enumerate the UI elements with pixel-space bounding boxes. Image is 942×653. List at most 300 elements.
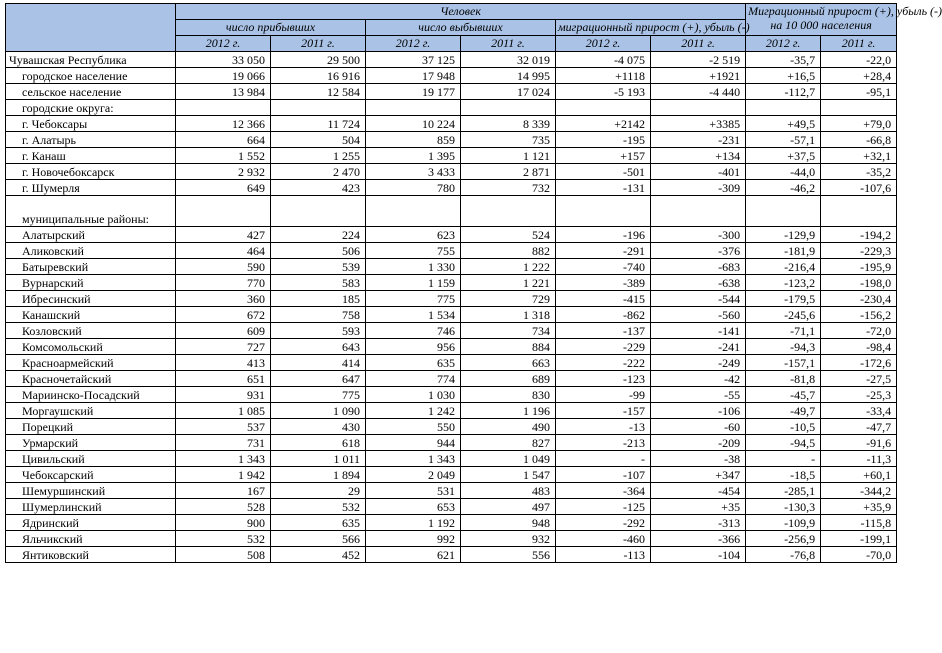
table-cell: 8 339 bbox=[461, 116, 556, 132]
table-cell: -364 bbox=[556, 483, 651, 499]
table-cell: -300 bbox=[651, 227, 746, 243]
table-cell bbox=[821, 196, 897, 227]
table-cell: 1 395 bbox=[366, 148, 461, 164]
header-departed: число выбывших bbox=[366, 20, 556, 36]
table-cell: -213 bbox=[556, 435, 651, 451]
table-row bbox=[6, 451, 897, 467]
table-cell: 1 192 bbox=[366, 515, 461, 531]
table-cell: -309 bbox=[651, 180, 746, 196]
migration-table bbox=[5, 3, 942, 563]
table-cell: 618 bbox=[271, 435, 366, 451]
header-year-2011: 2011 г. bbox=[461, 36, 556, 52]
table-cell: -344,2 bbox=[821, 483, 897, 499]
table-cell: -104 bbox=[651, 547, 746, 563]
table-cell: -376 bbox=[651, 243, 746, 259]
table-row bbox=[6, 84, 897, 100]
table-cell: 775 bbox=[366, 291, 461, 307]
table-cell: 37 125 bbox=[366, 52, 461, 68]
table-cell: -156,2 bbox=[821, 307, 897, 323]
table-cell: 583 bbox=[271, 275, 366, 291]
table-cell: -45,7 bbox=[746, 387, 821, 403]
table-cell: 539 bbox=[271, 259, 366, 275]
table-cell: 1 318 bbox=[461, 307, 556, 323]
table-cell: 944 bbox=[366, 435, 461, 451]
table-cell: 452 bbox=[271, 547, 366, 563]
table-cell: -38 bbox=[651, 451, 746, 467]
table-cell: -72,0 bbox=[821, 323, 897, 339]
table-cell: -196 bbox=[556, 227, 651, 243]
row-label: Урмарский bbox=[6, 435, 176, 451]
table-cell: -123 bbox=[556, 371, 651, 387]
table-cell: 931 bbox=[176, 387, 271, 403]
table-cell: +157 bbox=[556, 148, 651, 164]
row-label: Порецкий bbox=[6, 419, 176, 435]
table-cell: +1118 bbox=[556, 68, 651, 84]
table-cell: 19 066 bbox=[176, 68, 271, 84]
table-cell: 1 534 bbox=[366, 307, 461, 323]
table-row bbox=[6, 243, 897, 259]
row-label: г. Чебоксары bbox=[6, 116, 176, 132]
table-cell: -415 bbox=[556, 291, 651, 307]
table-cell: -94,5 bbox=[746, 435, 821, 451]
row-label: Чебоксарский bbox=[6, 467, 176, 483]
table-cell: 414 bbox=[271, 355, 366, 371]
table-cell: -157,1 bbox=[746, 355, 821, 371]
table-cell: 732 bbox=[461, 180, 556, 196]
table-cell: 528 bbox=[176, 499, 271, 515]
table-cell: 12 584 bbox=[271, 84, 366, 100]
table-row bbox=[6, 547, 897, 563]
table-cell: 490 bbox=[461, 419, 556, 435]
table-cell: 647 bbox=[271, 371, 366, 387]
table-cell: -71,1 bbox=[746, 323, 821, 339]
table-cell: 531 bbox=[366, 483, 461, 499]
header-per-10000 bbox=[746, 4, 942, 36]
table-cell: 1 330 bbox=[366, 259, 461, 275]
table-cell: -181,9 bbox=[746, 243, 821, 259]
table-row bbox=[6, 371, 897, 387]
table-cell: 1 030 bbox=[366, 387, 461, 403]
table-cell: -4 075 bbox=[556, 52, 651, 68]
table-cell bbox=[651, 196, 746, 227]
table-cell: +79,0 bbox=[821, 116, 897, 132]
table-cell: 1 343 bbox=[176, 451, 271, 467]
table-cell: 1 242 bbox=[366, 403, 461, 419]
table-cell: -18,5 bbox=[746, 467, 821, 483]
table-cell: 729 bbox=[461, 291, 556, 307]
table-cell: -49,7 bbox=[746, 403, 821, 419]
table-cell: 1 255 bbox=[271, 148, 366, 164]
row-label: Яльчикский bbox=[6, 531, 176, 547]
table-row bbox=[6, 483, 897, 499]
table-cell: 734 bbox=[461, 323, 556, 339]
table-cell: 755 bbox=[366, 243, 461, 259]
table-cell: 29 bbox=[271, 483, 366, 499]
table-row bbox=[6, 180, 897, 196]
table-cell: 1 085 bbox=[176, 403, 271, 419]
table-cell: -125 bbox=[556, 499, 651, 515]
header-year-2011: 2011 г. bbox=[651, 36, 746, 52]
table-cell: 33 050 bbox=[176, 52, 271, 68]
table-cell: -112,7 bbox=[746, 84, 821, 100]
table-cell bbox=[461, 100, 556, 116]
table-header bbox=[6, 4, 942, 52]
table-cell bbox=[461, 196, 556, 227]
table-cell: 1 547 bbox=[461, 467, 556, 483]
table-cell: -35,2 bbox=[821, 164, 897, 180]
table-cell bbox=[271, 100, 366, 116]
table-cell: -194,2 bbox=[821, 227, 897, 243]
table-cell: -33,4 bbox=[821, 403, 897, 419]
table-row bbox=[6, 387, 897, 403]
row-label: г. Новочебоксарск bbox=[6, 164, 176, 180]
header-blank-cell bbox=[6, 4, 176, 52]
table-cell: -285,1 bbox=[746, 483, 821, 499]
table-cell: 1 049 bbox=[461, 451, 556, 467]
table-cell bbox=[746, 196, 821, 227]
table-cell: -46,2 bbox=[746, 180, 821, 196]
table-row bbox=[6, 259, 897, 275]
table-cell: 1 090 bbox=[271, 403, 366, 419]
table-cell: -98,4 bbox=[821, 339, 897, 355]
table-cell: +32,1 bbox=[821, 148, 897, 164]
table-cell: +2142 bbox=[556, 116, 651, 132]
table-cell: -195,9 bbox=[821, 259, 897, 275]
table-cell: +60,1 bbox=[821, 467, 897, 483]
table-row bbox=[6, 68, 897, 84]
table-row bbox=[6, 323, 897, 339]
table-cell: -57,1 bbox=[746, 132, 821, 148]
table-cell: -141 bbox=[651, 323, 746, 339]
table-cell: 735 bbox=[461, 132, 556, 148]
header-per-10000-line2: на 10 000 населения bbox=[770, 18, 872, 32]
table-row bbox=[6, 515, 897, 531]
table-cell: 1 343 bbox=[366, 451, 461, 467]
row-label: Красноармейский bbox=[6, 355, 176, 371]
table-cell: -129,9 bbox=[746, 227, 821, 243]
table-cell: 827 bbox=[461, 435, 556, 451]
table-cell: 956 bbox=[366, 339, 461, 355]
table-cell: 1 196 bbox=[461, 403, 556, 419]
table-cell: -209 bbox=[651, 435, 746, 451]
table-cell: -460 bbox=[556, 531, 651, 547]
table-cell: -70,0 bbox=[821, 547, 897, 563]
table-cell: 635 bbox=[271, 515, 366, 531]
row-label: Мариинско-Посадский bbox=[6, 387, 176, 403]
table-cell: -4 440 bbox=[651, 84, 746, 100]
header-year-2011: 2011 г. bbox=[271, 36, 366, 52]
table-cell: -862 bbox=[556, 307, 651, 323]
table-cell: -107 bbox=[556, 467, 651, 483]
header-year-2011: 2011 г. bbox=[821, 36, 897, 52]
row-label: Красночетайский bbox=[6, 371, 176, 387]
header-arrived: число прибывших bbox=[176, 20, 366, 36]
row-label: городские округа: bbox=[6, 100, 176, 116]
table-cell bbox=[176, 100, 271, 116]
table-row bbox=[6, 307, 897, 323]
table-cell: -115,8 bbox=[821, 515, 897, 531]
table-cell: 770 bbox=[176, 275, 271, 291]
table-cell: -107,6 bbox=[821, 180, 897, 196]
table-cell: 635 bbox=[366, 355, 461, 371]
table-cell: 859 bbox=[366, 132, 461, 148]
table-cell: 1 222 bbox=[461, 259, 556, 275]
table-cell: 508 bbox=[176, 547, 271, 563]
table-cell: 524 bbox=[461, 227, 556, 243]
row-label: Алатырский bbox=[6, 227, 176, 243]
table-cell bbox=[556, 196, 651, 227]
table-cell: -199,1 bbox=[821, 531, 897, 547]
table-row bbox=[6, 164, 897, 180]
table-cell: -42 bbox=[651, 371, 746, 387]
table-row bbox=[6, 148, 897, 164]
header-per-10000-line1: Миграционный прирост (+), убыль (-) bbox=[748, 4, 942, 18]
table-cell: -99 bbox=[556, 387, 651, 403]
table-row bbox=[6, 435, 897, 451]
table-cell: -27,5 bbox=[821, 371, 897, 387]
table-cell: 32 019 bbox=[461, 52, 556, 68]
table-cell: 882 bbox=[461, 243, 556, 259]
table-cell: 830 bbox=[461, 387, 556, 403]
table-cell: -229 bbox=[556, 339, 651, 355]
table-cell bbox=[176, 196, 271, 227]
table-cell bbox=[271, 196, 366, 227]
table-cell: 884 bbox=[461, 339, 556, 355]
table-cell: +3385 bbox=[651, 116, 746, 132]
table-cell: +49,5 bbox=[746, 116, 821, 132]
table-row bbox=[6, 275, 897, 291]
row-label: г. Канаш bbox=[6, 148, 176, 164]
table-cell: 430 bbox=[271, 419, 366, 435]
table-row bbox=[6, 403, 897, 419]
table-cell: 643 bbox=[271, 339, 366, 355]
table-cell: -195 bbox=[556, 132, 651, 148]
table-cell: +35 bbox=[651, 499, 746, 515]
table-cell: -91,6 bbox=[821, 435, 897, 451]
table-cell: 609 bbox=[176, 323, 271, 339]
table-cell: 12 366 bbox=[176, 116, 271, 132]
table-row bbox=[6, 355, 897, 371]
table-cell: 2 932 bbox=[176, 164, 271, 180]
table-cell: 1 552 bbox=[176, 148, 271, 164]
table-cell: -249 bbox=[651, 355, 746, 371]
row-label: муниципальные районы: bbox=[6, 196, 176, 227]
header-year-2012: 2012 г. bbox=[366, 36, 461, 52]
table-cell: -560 bbox=[651, 307, 746, 323]
row-label: Цивильский bbox=[6, 451, 176, 467]
table-cell: -109,9 bbox=[746, 515, 821, 531]
row-label: городское население bbox=[6, 68, 176, 84]
table-cell: 900 bbox=[176, 515, 271, 531]
table-row bbox=[6, 291, 897, 307]
table-cell: 14 995 bbox=[461, 68, 556, 84]
table-cell: 413 bbox=[176, 355, 271, 371]
table-cell: -113 bbox=[556, 547, 651, 563]
table-cell: 992 bbox=[366, 531, 461, 547]
table-cell: 651 bbox=[176, 371, 271, 387]
table-cell: -683 bbox=[651, 259, 746, 275]
table-row bbox=[6, 419, 897, 435]
table-cell: 746 bbox=[366, 323, 461, 339]
table-cell bbox=[746, 100, 821, 116]
table-row bbox=[6, 339, 897, 355]
table-cell: 2 049 bbox=[366, 467, 461, 483]
table-cell: -291 bbox=[556, 243, 651, 259]
table-cell: 17 948 bbox=[366, 68, 461, 84]
table-row bbox=[6, 132, 897, 148]
table-cell: 593 bbox=[271, 323, 366, 339]
table-cell: 1 894 bbox=[271, 467, 366, 483]
table-row bbox=[6, 100, 897, 116]
row-label: Комсомольский bbox=[6, 339, 176, 355]
table-cell: -241 bbox=[651, 339, 746, 355]
table-cell: -157 bbox=[556, 403, 651, 419]
row-label: Янтиковский bbox=[6, 547, 176, 563]
header-people: Человек bbox=[176, 4, 746, 20]
table-cell: - bbox=[556, 451, 651, 467]
table-cell: -222 bbox=[556, 355, 651, 371]
table-cell bbox=[366, 196, 461, 227]
header-migration-growth: миграционный прирост (+), убыль (-) bbox=[556, 20, 746, 36]
table-cell: 2 871 bbox=[461, 164, 556, 180]
table-cell: -366 bbox=[651, 531, 746, 547]
row-label: Шумерлинский bbox=[6, 499, 176, 515]
table-cell: -389 bbox=[556, 275, 651, 291]
table-cell: 483 bbox=[461, 483, 556, 499]
table-cell: -81,8 bbox=[746, 371, 821, 387]
table-cell: -231 bbox=[651, 132, 746, 148]
table-cell: +35,9 bbox=[821, 499, 897, 515]
table-cell: -198,0 bbox=[821, 275, 897, 291]
table-cell: -401 bbox=[651, 164, 746, 180]
header-year-2012: 2012 г. bbox=[556, 36, 651, 52]
table-cell: 775 bbox=[271, 387, 366, 403]
table-cell: 672 bbox=[176, 307, 271, 323]
table-cell: -740 bbox=[556, 259, 651, 275]
table-cell: 10 224 bbox=[366, 116, 461, 132]
row-label: Шемуршинский bbox=[6, 483, 176, 499]
row-label: Чувашская Республика bbox=[6, 52, 176, 68]
table-cell: 774 bbox=[366, 371, 461, 387]
table-cell: -22,0 bbox=[821, 52, 897, 68]
table-cell: -229,3 bbox=[821, 243, 897, 259]
table-cell bbox=[556, 100, 651, 116]
table-cell: -245,6 bbox=[746, 307, 821, 323]
table-row bbox=[6, 116, 897, 132]
table-cell: -638 bbox=[651, 275, 746, 291]
table-cell: 29 500 bbox=[271, 52, 366, 68]
table-cell: 464 bbox=[176, 243, 271, 259]
row-label: Канашский bbox=[6, 307, 176, 323]
table-cell: -47,7 bbox=[821, 419, 897, 435]
table-cell: -106 bbox=[651, 403, 746, 419]
table-cell: 17 024 bbox=[461, 84, 556, 100]
row-label: г. Алатырь bbox=[6, 132, 176, 148]
table-cell: 758 bbox=[271, 307, 366, 323]
table-row bbox=[6, 467, 897, 483]
table-cell: - bbox=[746, 451, 821, 467]
table-row bbox=[6, 52, 897, 68]
table-cell: 423 bbox=[271, 180, 366, 196]
row-label: г. Шумерля bbox=[6, 180, 176, 196]
table-cell: 649 bbox=[176, 180, 271, 196]
table-cell: 19 177 bbox=[366, 84, 461, 100]
table-cell: 1 011 bbox=[271, 451, 366, 467]
table-cell: 360 bbox=[176, 291, 271, 307]
table-cell: 780 bbox=[366, 180, 461, 196]
table-cell: 3 433 bbox=[366, 164, 461, 180]
table-cell: 932 bbox=[461, 531, 556, 547]
table-cell: 1 121 bbox=[461, 148, 556, 164]
row-label: Аликовский bbox=[6, 243, 176, 259]
table-cell: 623 bbox=[366, 227, 461, 243]
table-cell: -2 519 bbox=[651, 52, 746, 68]
table-row bbox=[6, 531, 897, 547]
table-cell: 11 724 bbox=[271, 116, 366, 132]
table-cell: -44,0 bbox=[746, 164, 821, 180]
row-label: Ибресинский bbox=[6, 291, 176, 307]
table-cell: 550 bbox=[366, 419, 461, 435]
table-cell: -66,8 bbox=[821, 132, 897, 148]
table-cell: 504 bbox=[271, 132, 366, 148]
table-cell: 566 bbox=[271, 531, 366, 547]
table-cell bbox=[651, 100, 746, 116]
table-cell: 948 bbox=[461, 515, 556, 531]
row-label: Моргаушский bbox=[6, 403, 176, 419]
table-cell: -216,4 bbox=[746, 259, 821, 275]
table-cell: -94,3 bbox=[746, 339, 821, 355]
table-cell bbox=[366, 100, 461, 116]
table-cell: +134 bbox=[651, 148, 746, 164]
table-cell: 532 bbox=[271, 499, 366, 515]
table-cell: -76,8 bbox=[746, 547, 821, 563]
row-label: Батыревский bbox=[6, 259, 176, 275]
header-year-2012: 2012 г. bbox=[746, 36, 821, 52]
table-cell: 224 bbox=[271, 227, 366, 243]
table-body bbox=[6, 52, 897, 563]
table-cell: 663 bbox=[461, 355, 556, 371]
table-cell: +16,5 bbox=[746, 68, 821, 84]
table-cell: 167 bbox=[176, 483, 271, 499]
table-cell: +347 bbox=[651, 467, 746, 483]
table-cell: -137 bbox=[556, 323, 651, 339]
table-cell: 1 221 bbox=[461, 275, 556, 291]
table-cell: -55 bbox=[651, 387, 746, 403]
table-cell: -544 bbox=[651, 291, 746, 307]
table-cell: 731 bbox=[176, 435, 271, 451]
table-cell: -172,6 bbox=[821, 355, 897, 371]
header-year-2012: 2012 г. bbox=[176, 36, 271, 52]
table-cell: -5 193 bbox=[556, 84, 651, 100]
table-cell: -123,2 bbox=[746, 275, 821, 291]
table-cell: 537 bbox=[176, 419, 271, 435]
table-cell: 590 bbox=[176, 259, 271, 275]
table-cell: -501 bbox=[556, 164, 651, 180]
table-cell: -35,7 bbox=[746, 52, 821, 68]
table-cell: 16 916 bbox=[271, 68, 366, 84]
table-cell: 497 bbox=[461, 499, 556, 515]
table-cell: 727 bbox=[176, 339, 271, 355]
row-label: Ядринский bbox=[6, 515, 176, 531]
table-cell: -11,3 bbox=[821, 451, 897, 467]
table-cell: -25,3 bbox=[821, 387, 897, 403]
table-cell: 13 984 bbox=[176, 84, 271, 100]
table-row bbox=[6, 227, 897, 243]
table-cell: -292 bbox=[556, 515, 651, 531]
table-cell: -131 bbox=[556, 180, 651, 196]
table-cell: 1 159 bbox=[366, 275, 461, 291]
table-cell: 185 bbox=[271, 291, 366, 307]
